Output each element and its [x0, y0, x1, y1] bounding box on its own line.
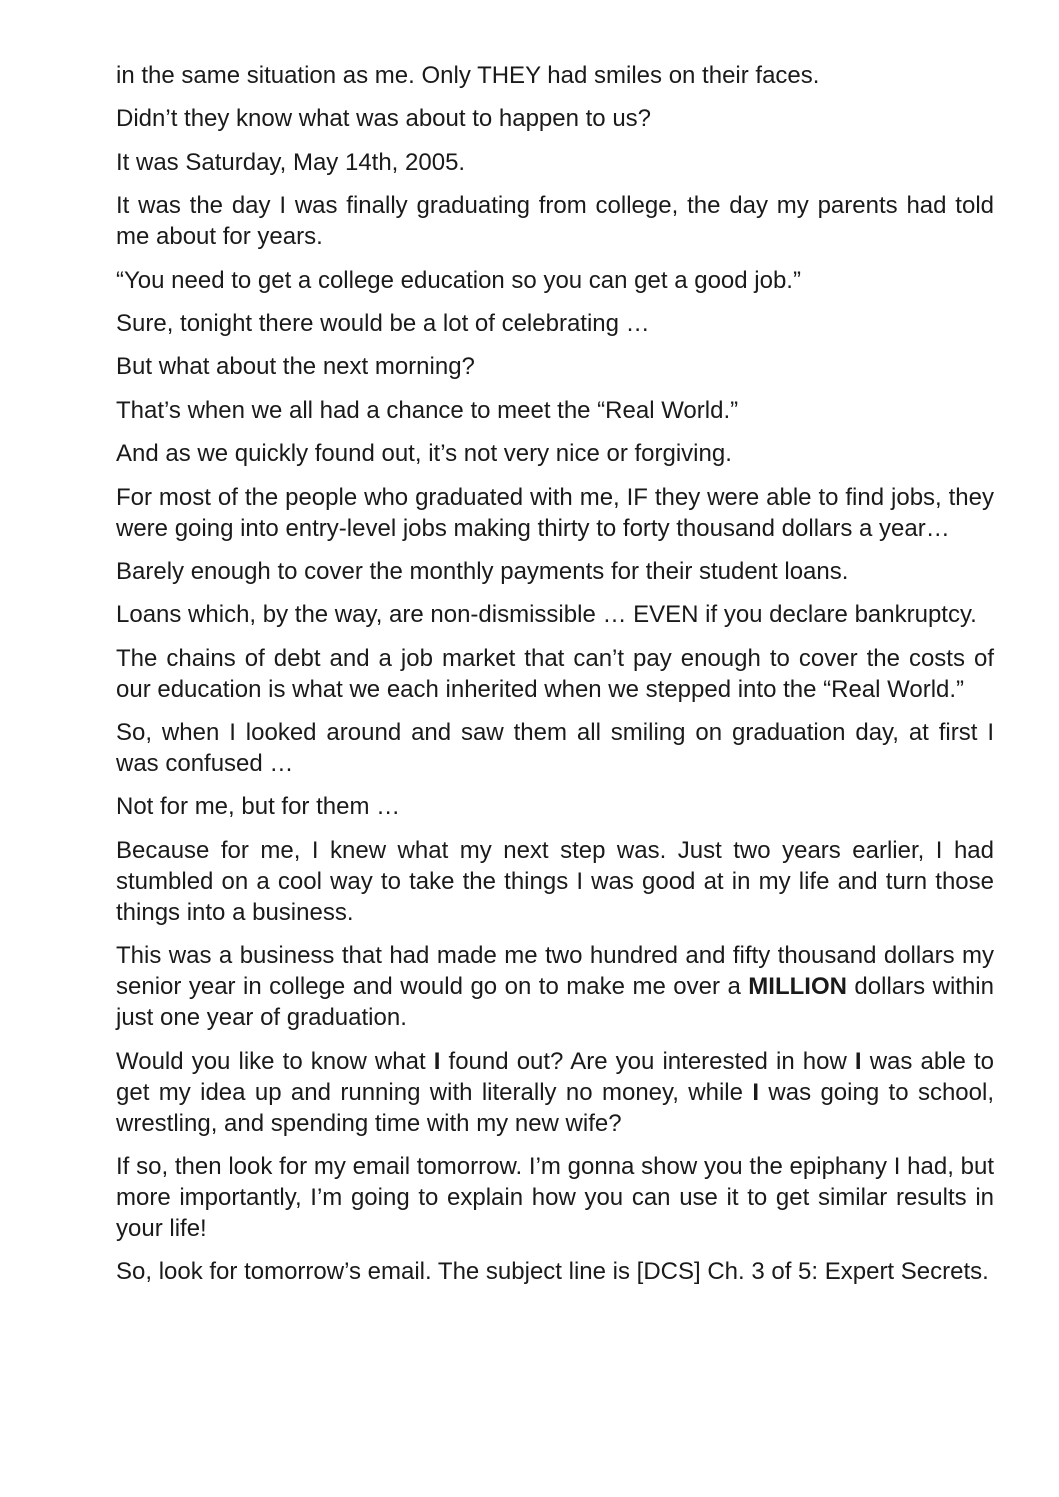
text-run: Would you like to know what: [116, 1047, 434, 1075]
paragraph: Sure, tonight there would be a lot of celebrating …: [116, 309, 650, 337]
paragraph: But what about the next morning?: [116, 353, 475, 381]
document-body: [116, 60, 994, 1300]
text-run: was going to school, wrestling, and spending time with my new wife?: [116, 1078, 994, 1137]
paragraph: Loans which, by the way, are non-dismissible … EVEN if you declare bankruptcy.: [116, 601, 977, 629]
text-run: dollars within just one year of graduation.: [116, 973, 994, 1032]
paragraph: So, when I looked around and saw them all smiling on graduation day, at first I was confused …: [116, 719, 994, 778]
paragraph: It was the day I was finally graduating from college, the day my parents had told me about for years.: [116, 192, 994, 251]
paragraph: That’s when we all had a chance to meet the “Real World.”: [116, 396, 739, 424]
paragraph: If so, then look for my email tomorrow. I’m gonna show you the epiphany I had, but more importantly, I’m going to explain how you can use it to get similar results in your life!: [116, 1153, 994, 1243]
paragraph: in the same situation as me. Only THEY had smiles on their faces.: [116, 62, 820, 89]
bold-i: I: [752, 1078, 760, 1106]
paragraph: Because for me, I knew what my next step was. Just two years earlier, I had stumbled on a cool way to take the things I was good at in my life and turn those things into a business.: [116, 836, 994, 926]
paragraph-million: [116, 940, 994, 1033]
paragraph: It was Saturday, May 14th, 2005.: [116, 148, 466, 176]
paragraph: Not for me, but for them …: [116, 793, 401, 821]
text-run: This was a business that had made me two hundred and fifty thousand dollars my senior year in college and would go on to make me over a: [116, 942, 994, 1001]
paragraph: Barely enough to cover the monthly payments for their student loans.: [116, 557, 849, 585]
bold-i: I: [854, 1047, 862, 1075]
text-run: found out? Are you interested in how: [440, 1047, 855, 1075]
bold-i: I: [433, 1047, 441, 1075]
paragraph: And as we quickly found out, it’s not very nice or forgiving.: [116, 440, 732, 468]
paragraph: Didn’t they know what was about to happen to us?: [116, 105, 652, 133]
paragraph: For most of the people who graduated with me, IF they were able to find jobs, they were going into entry-level jobs making thirty to forty thousand dollars a year…: [116, 483, 994, 542]
paragraph: The chains of debt and a job market that can’t pay enough to cover the costs of our education is what we each inherited when we stepped into the “Real World.”: [116, 644, 994, 703]
bold-million: MILLION: [748, 973, 847, 1001]
text-run: was able to get my idea up and running with literally no money, while: [116, 1047, 995, 1106]
paragraph-closing: So, look for tomorrow’s email. The subject line is [DCS] Ch. 3 of 5: Expert Secrets.: [116, 1258, 989, 1286]
paragraph: “You need to get a college education so you can get a good job.”: [116, 266, 801, 294]
paragraph-question: [116, 1046, 994, 1139]
